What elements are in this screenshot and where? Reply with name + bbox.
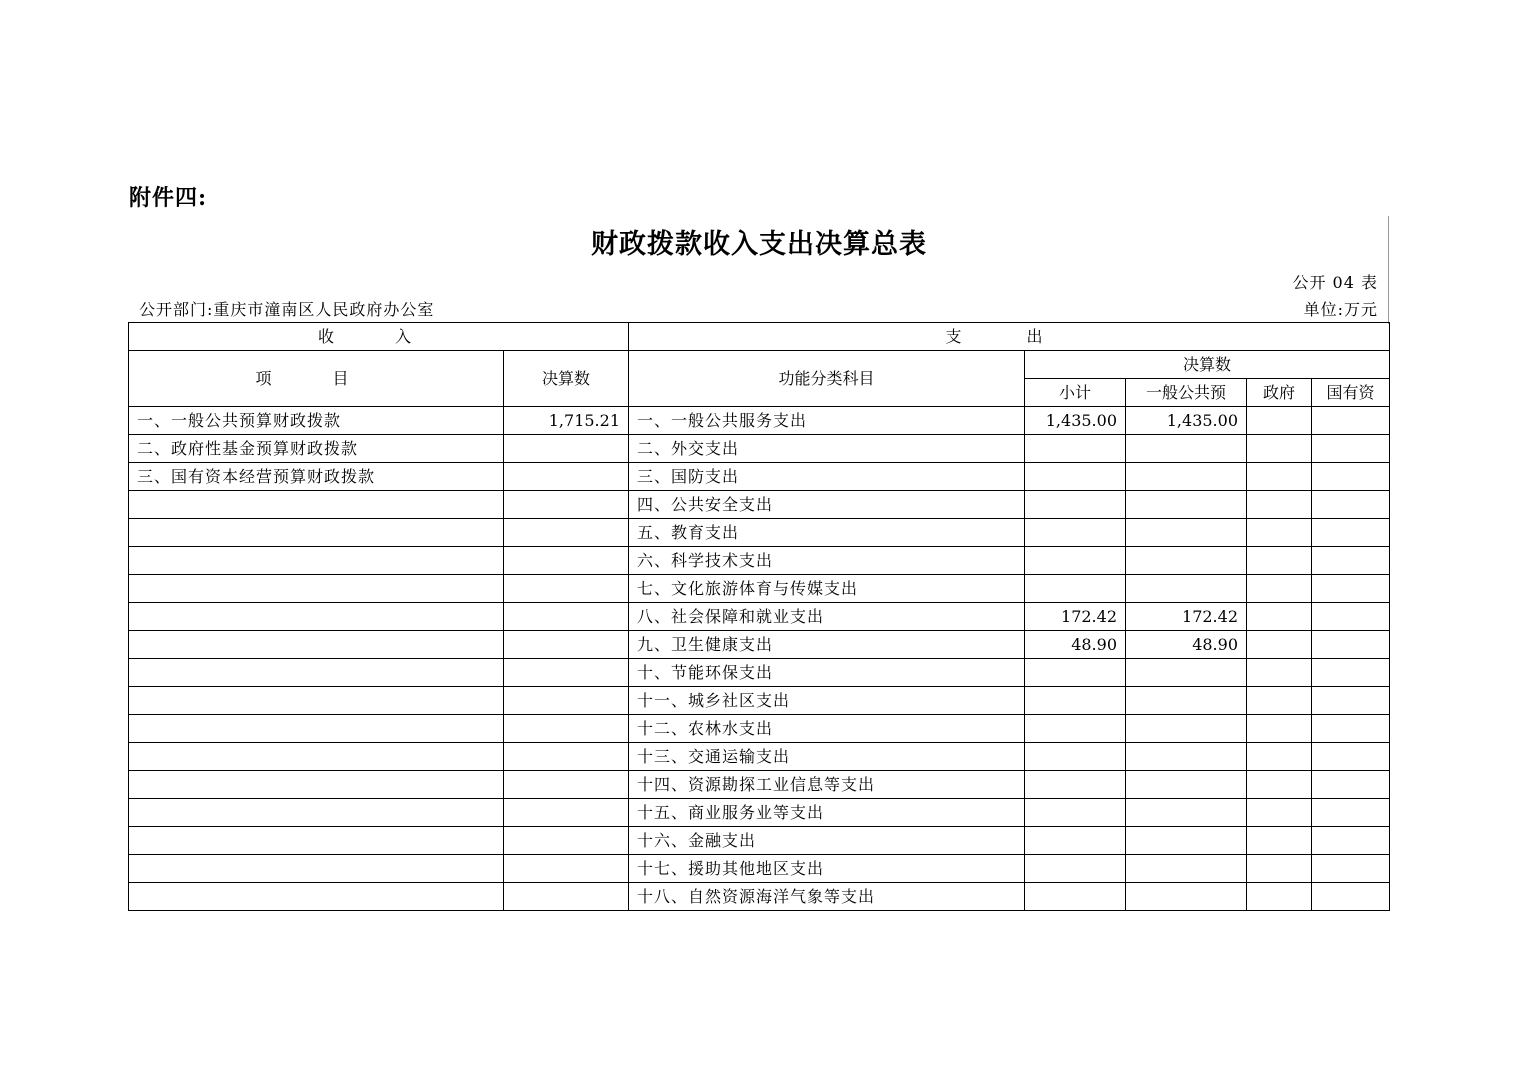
subtotal-cell: 48.90 [1025,631,1126,659]
state-capital-cell [1312,491,1390,519]
income-amount-cell [504,715,629,743]
table-row [129,463,1390,491]
expense-header: 支 出 [629,323,1390,351]
income-item-cell [129,603,504,631]
state-capital-cell [1312,519,1390,547]
income-header: 收 入 [129,323,629,351]
subtotal-cell [1025,435,1126,463]
income-amount-cell [504,687,629,715]
general-public-cell: 172.42 [1126,603,1247,631]
page-title: 财政拨款收入支出决算总表 [591,229,927,260]
general-public-cell [1126,771,1247,799]
gov-fund-cell [1247,575,1312,603]
general-public-cell: 1,435.00 [1126,407,1247,435]
gov-fund-cell [1247,435,1312,463]
income-item-cell [129,687,504,715]
func-category-header: 功能分类科目 [629,351,1025,407]
gov-fund-cell [1247,827,1312,855]
table-row [129,547,1390,575]
gov-fund-cell [1247,883,1312,911]
expense-item-cell: 九、卫生健康支出 [629,631,1025,659]
subtotal-cell [1025,491,1126,519]
general-public-cell [1126,519,1247,547]
general-public-cell [1126,883,1247,911]
gov-fund-cell [1247,743,1312,771]
form-number: 公开 04 表 [1292,273,1378,292]
income-amount-cell: 1,715.21 [504,407,629,435]
gov-fund-cell [1247,603,1312,631]
header-row-1 [129,323,1390,351]
gov-fund-cell [1247,547,1312,575]
general-public-cell [1126,827,1247,855]
income-amount-cell [504,855,629,883]
state-capital-cell [1312,659,1390,687]
income-amount-cell [504,799,629,827]
header-row-2 [129,351,1390,379]
income-item-cell [129,491,504,519]
general-public-cell [1126,855,1247,883]
table-row [129,407,1390,435]
table-row [129,575,1390,603]
expense-item-cell: 五、教育支出 [629,519,1025,547]
income-amount-cell [504,575,629,603]
state-capital-cell [1312,575,1390,603]
gov-fund-cell [1247,799,1312,827]
table-row [129,603,1390,631]
income-amount-cell [504,463,629,491]
gov-fund-cell [1247,659,1312,687]
table-row [129,855,1390,883]
state-capital-header: 国有资 [1312,379,1390,407]
table-row [129,771,1390,799]
budget-table [128,322,1390,911]
table-row [129,883,1390,911]
state-capital-cell [1312,771,1390,799]
income-amount-cell [504,883,629,911]
department-label: 公开部门:重庆市潼南区人民政府办公室 [139,300,435,319]
subtotal-cell [1025,687,1126,715]
general-public-cell [1126,463,1247,491]
gov-fund-cell [1247,687,1312,715]
expense-item-cell: 四、公共安全支出 [629,491,1025,519]
subtotal-cell [1025,715,1126,743]
income-amount-cell [504,519,629,547]
income-amount-cell [504,659,629,687]
income-amount-cell [504,435,629,463]
gov-fund-cell [1247,407,1312,435]
item-header: 项 目 [129,351,504,407]
expense-item-cell: 十二、农林水支出 [629,715,1025,743]
income-item-cell: 一、一般公共预算财政拨款 [129,407,504,435]
final-amount-header: 决算数 [1025,351,1390,379]
gov-fund-cell [1247,491,1312,519]
subtotal-cell [1025,519,1126,547]
gov-fund-cell [1247,519,1312,547]
state-capital-cell [1312,631,1390,659]
general-public-cell: 48.90 [1126,631,1247,659]
income-item-cell [129,771,504,799]
income-amount-cell [504,603,629,631]
income-item-cell [129,883,504,911]
subtotal-header: 小计 [1025,379,1126,407]
amount-header: 决算数 [504,351,629,407]
attachment-label: 附件四: [129,185,208,211]
table-row [129,491,1390,519]
gov-fund-cell [1247,855,1312,883]
expense-item-cell: 七、文化旅游体育与传媒支出 [629,575,1025,603]
table-row [129,659,1390,687]
state-capital-cell [1312,743,1390,771]
income-amount-cell [504,743,629,771]
income-item-cell [129,799,504,827]
state-capital-cell [1312,407,1390,435]
general-public-header: 一般公共预 [1126,379,1247,407]
expense-item-cell: 十、节能环保支出 [629,659,1025,687]
expense-item-cell: 十四、资源勘探工业信息等支出 [629,771,1025,799]
general-public-cell [1126,435,1247,463]
state-capital-cell [1312,799,1390,827]
state-capital-cell [1312,715,1390,743]
gov-fund-cell [1247,631,1312,659]
gov-fund-header: 政府 [1247,379,1312,407]
expense-item-cell: 十一、城乡社区支出 [629,687,1025,715]
gov-fund-cell [1247,771,1312,799]
expense-item-cell: 二、外交支出 [629,435,1025,463]
income-amount-cell [504,771,629,799]
income-item-cell [129,743,504,771]
income-amount-cell [504,491,629,519]
subtotal-cell [1025,855,1126,883]
subtotal-cell [1025,827,1126,855]
general-public-cell [1126,743,1247,771]
state-capital-cell [1312,855,1390,883]
subtotal-cell [1025,463,1126,491]
income-item-cell [129,547,504,575]
income-item-cell [129,827,504,855]
table-row [129,435,1390,463]
table-row [129,687,1390,715]
income-item-cell [129,631,504,659]
state-capital-cell [1312,435,1390,463]
general-public-cell [1126,715,1247,743]
subtotal-cell [1025,883,1126,911]
state-capital-cell [1312,883,1390,911]
income-amount-cell [504,827,629,855]
state-capital-cell [1312,547,1390,575]
income-item-cell [129,659,504,687]
expense-item-cell: 一、一般公共服务支出 [629,407,1025,435]
table-row [129,827,1390,855]
expense-item-cell: 十六、金融支出 [629,827,1025,855]
general-public-cell [1126,687,1247,715]
table-row [129,799,1390,827]
state-capital-cell [1312,827,1390,855]
gov-fund-cell [1247,463,1312,491]
income-item-cell [129,519,504,547]
table-row [129,715,1390,743]
subtotal-cell: 1,435.00 [1025,407,1126,435]
expense-item-cell: 六、科学技术支出 [629,547,1025,575]
unit-label: 单位:万元 [1303,300,1378,319]
subtotal-cell [1025,659,1126,687]
subtotal-cell [1025,547,1126,575]
general-public-cell [1126,491,1247,519]
expense-item-cell: 十三、交通运输支出 [629,743,1025,771]
table-row [129,519,1390,547]
income-item-cell: 二、政府性基金预算财政拨款 [129,435,504,463]
expense-item-cell: 十八、自然资源海洋气象等支出 [629,883,1025,911]
general-public-cell [1126,575,1247,603]
general-public-cell [1126,659,1247,687]
state-capital-cell [1312,603,1390,631]
expense-item-cell: 三、国防支出 [629,463,1025,491]
income-item-cell [129,575,504,603]
subtotal-cell [1025,771,1126,799]
expense-item-cell: 十七、援助其他地区支出 [629,855,1025,883]
table-row [129,743,1390,771]
expense-item-cell: 八、社会保障和就业支出 [629,603,1025,631]
expense-item-cell: 十五、商业服务业等支出 [629,799,1025,827]
state-capital-cell [1312,463,1390,491]
table-row [129,631,1390,659]
general-public-cell [1126,799,1247,827]
subtotal-cell: 172.42 [1025,603,1126,631]
subtotal-cell [1025,575,1126,603]
subtotal-cell [1025,799,1126,827]
income-amount-cell [504,547,629,575]
state-capital-cell [1312,687,1390,715]
general-public-cell [1126,547,1247,575]
subtotal-cell [1025,743,1126,771]
income-amount-cell [504,631,629,659]
income-item-cell [129,855,504,883]
income-item-cell [129,715,504,743]
income-item-cell: 三、国有资本经营预算财政拨款 [129,463,504,491]
gov-fund-cell [1247,715,1312,743]
